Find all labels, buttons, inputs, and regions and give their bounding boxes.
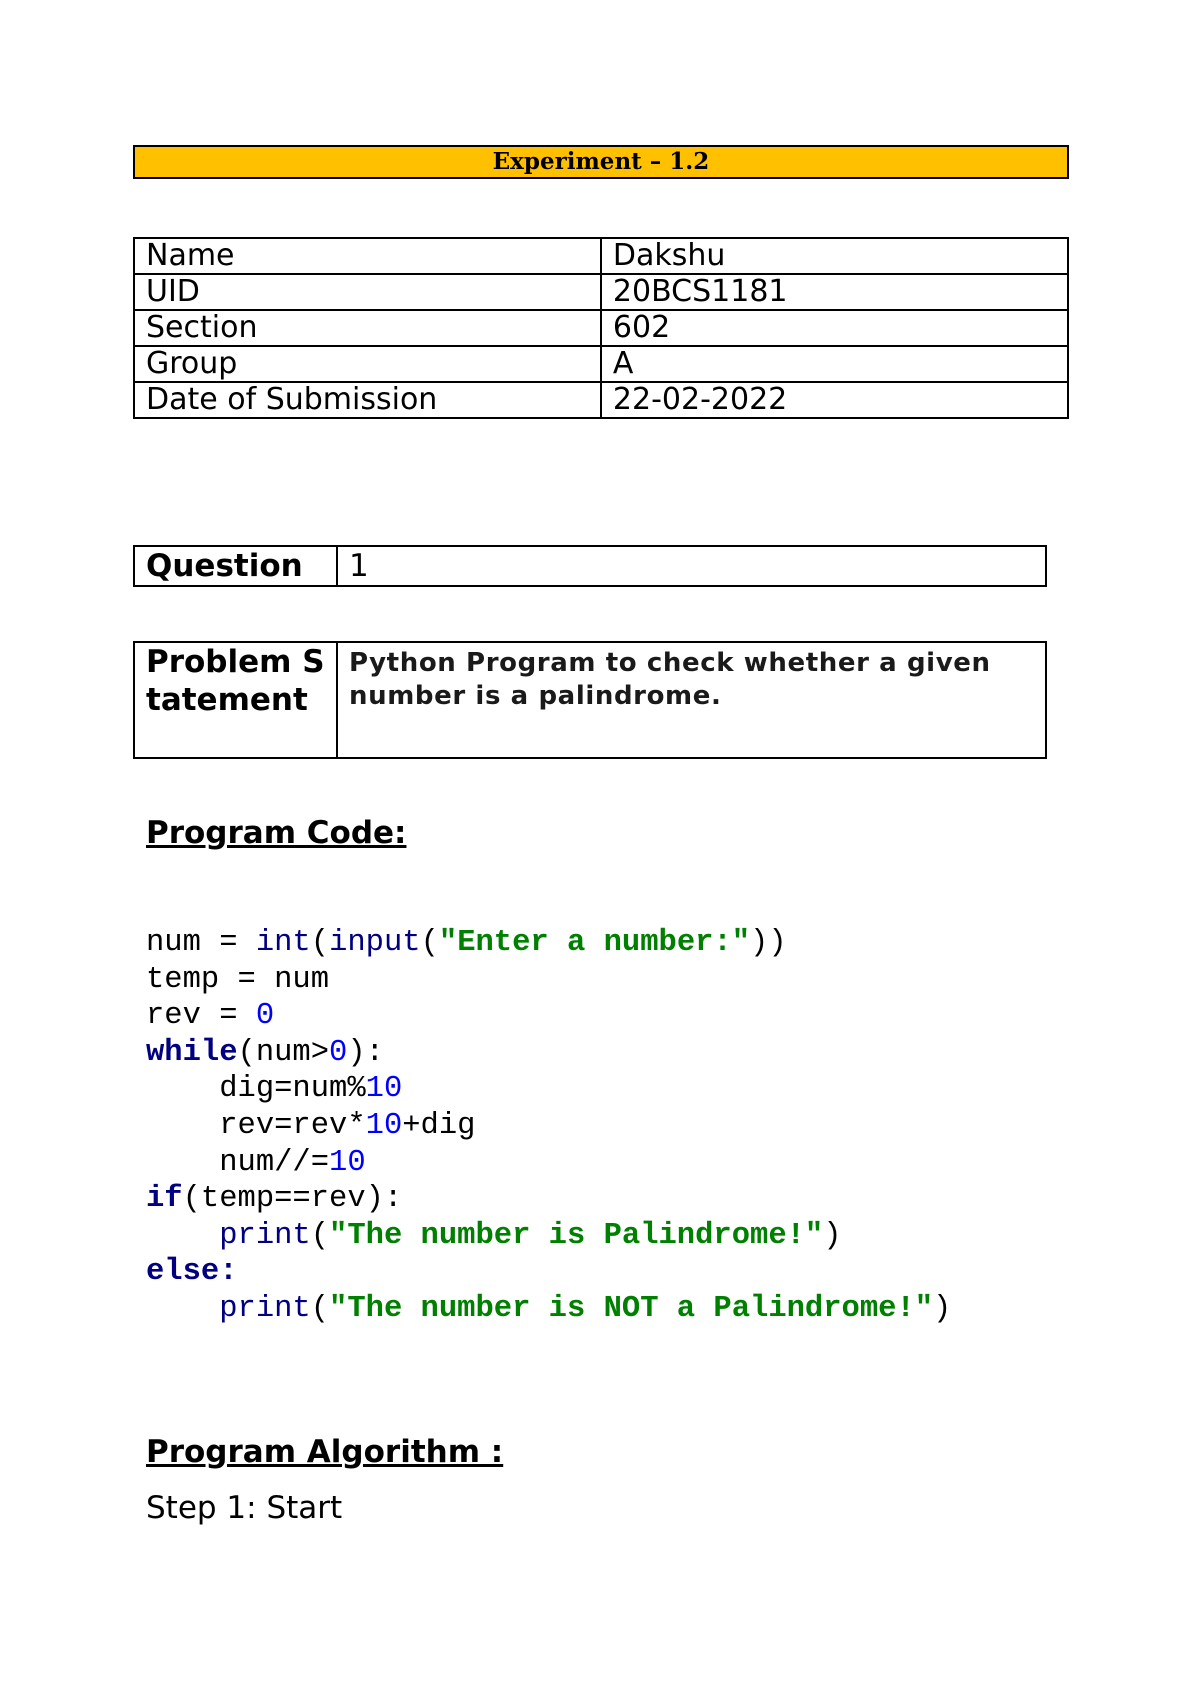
code-line: print("The number is Palindrome!") <box>219 1218 842 1253</box>
program-algorithm-heading: Program Algorithm : <box>146 1434 504 1470</box>
student-info-table <box>133 237 1069 419</box>
info-value: A <box>601 346 1068 382</box>
info-value: Dakshu <box>601 238 1068 274</box>
table-row <box>134 642 1046 758</box>
code-line: num = int(input("Enter a number:")) <box>146 926 787 960</box>
experiment-title: Experiment – 1.2 <box>133 145 1069 179</box>
question-table <box>133 545 1047 587</box>
table-row <box>134 382 1068 418</box>
question-label: Question <box>134 546 337 586</box>
question-number: 1 <box>337 546 1046 586</box>
code-line: rev=rev*10+dig <box>146 1108 476 1143</box>
program-code-heading: Program Code: <box>146 815 407 851</box>
table-row <box>134 310 1068 346</box>
code-line: if(temp==rev): <box>146 1182 403 1217</box>
table-row <box>134 546 1046 586</box>
code-line: rev = 0 <box>146 999 275 1034</box>
code-line: num//=10 <box>146 1145 366 1180</box>
info-value: 602 <box>601 310 1068 346</box>
info-label: Group <box>134 346 601 382</box>
code-line: temp = num <box>146 962 330 997</box>
problem-label: Problem Statement <box>134 642 337 758</box>
table-row <box>134 274 1068 310</box>
code-line: print("The number is NOT a Palindrome!") <box>219 1291 952 1326</box>
info-label: Section <box>134 310 601 346</box>
code-line: dig=num%10 <box>146 1072 403 1107</box>
code-line: while(num>0): <box>146 1035 384 1070</box>
table-row <box>134 346 1068 382</box>
problem-text: Python Program to check whether a given number is a palindrome. <box>337 642 1046 758</box>
info-label: UID <box>134 274 601 310</box>
problem-statement-table <box>133 641 1047 759</box>
table-row <box>134 238 1068 274</box>
code-line: else: <box>146 1255 238 1290</box>
info-value: 20BCS1181 <box>601 274 1068 310</box>
info-value: 22-02-2022 <box>601 382 1068 418</box>
info-label: Name <box>134 238 601 274</box>
algorithm-step: Step 1: Start <box>146 1490 343 1526</box>
info-label: Date of Submission <box>134 382 601 418</box>
code-block <box>146 925 951 1328</box>
